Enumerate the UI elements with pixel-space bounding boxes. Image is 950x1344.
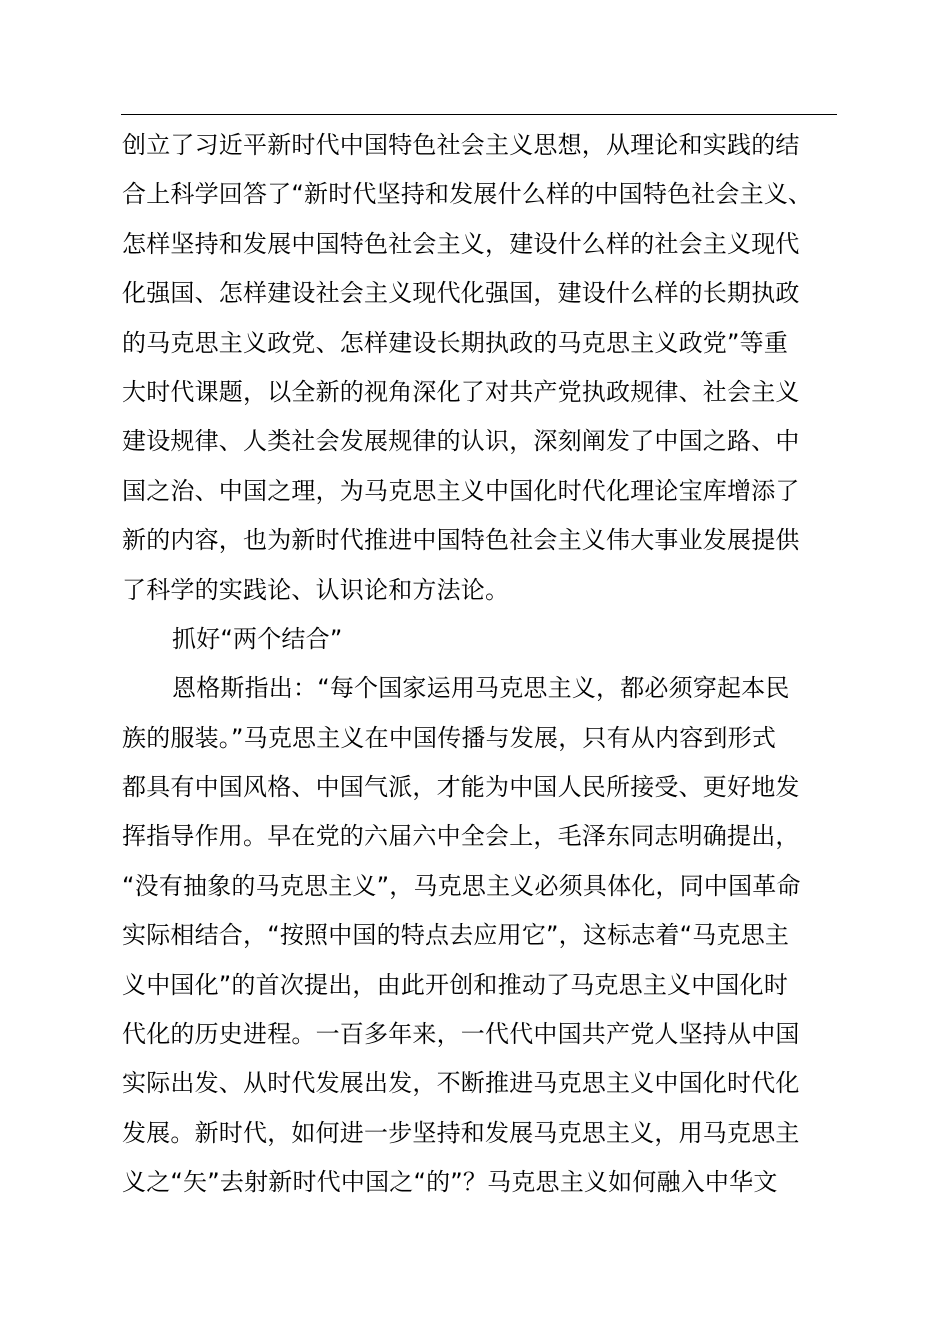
text-line-5: 的马克思主义政党、怎样建设长期执政的马克思主义政党”等重 [122, 328, 789, 357]
text-line-13: 族的服装。”马克思主义在中国传播与发展，只有从内容到形式 [122, 723, 777, 752]
text-line-8: 国之治、中国之理，为马克思主义中国化时代化理论宝库增添了 [122, 476, 800, 505]
text-line-4: 化强国、怎样建设社会主义现代化强国，建设什么样的长期执政 [122, 279, 800, 308]
text-line-16: “没有抽象的马克思主义”，马克思主义必须具体化，同中国革命 [122, 871, 801, 900]
text-line-3: 怎样坚持和发展中国特色社会主义，建设什么样的社会主义现代 [122, 229, 800, 258]
text-line-19: 代化的历史进程。一百多年来，一代代中国共产党人坚持从中国 [122, 1020, 800, 1049]
text-line-9: 新的内容，也为新时代推进中国特色社会主义伟大事业发展提供 [122, 526, 800, 555]
text-line-14: 都具有中国风格、中国气派，才能为中国人民所接受、更好地发 [122, 773, 800, 802]
section-heading: 抓好“两个结合” [172, 624, 343, 653]
text-line-2: 合上科学回答了“新时代坚持和发展什么样的中国特色社会主义、 [122, 180, 813, 209]
header-rule [121, 114, 837, 115]
document-body [122, 121, 838, 1208]
text-line-10: 了科学的实践论、认识论和方法论。 [122, 575, 510, 604]
text-line-6: 大时代课题，以全新的视角深化了对共产党执政规律、社会主义 [122, 377, 800, 406]
text-line-20: 实际出发、从时代发展出发，不断推进马克思主义中国化时代化 [122, 1069, 800, 1098]
text-line-22: 义之“矢”去射新时代中国之“的”？马克思主义如何融入中华文 [122, 1168, 778, 1197]
text-line-7: 建设规律、人类社会发展规律的认识，深刻阐发了中国之路、中 [122, 427, 800, 456]
text-line-17: 实际相结合，“按照中国的特点去应用它”，这标志着“马克思主 [122, 921, 790, 950]
text-line-12: 恩格斯指出：“每个国家运用马克思主义，都必须穿起本民 [172, 674, 790, 703]
text-line-18: 义中国化”的首次提出，由此开创和推动了马克思主义中国化时 [122, 970, 789, 999]
text-line-21: 发展。新时代，如何进一步坚持和发展马克思主义，用马克思主 [122, 1118, 800, 1147]
text-line-1: 创立了习近平新时代中国特色社会主义思想，从理论和实践的结 [122, 131, 800, 159]
text-line-15: 挥指导作用。早在党的六届六中全会上，毛泽东同志明确提出， [122, 822, 800, 851]
